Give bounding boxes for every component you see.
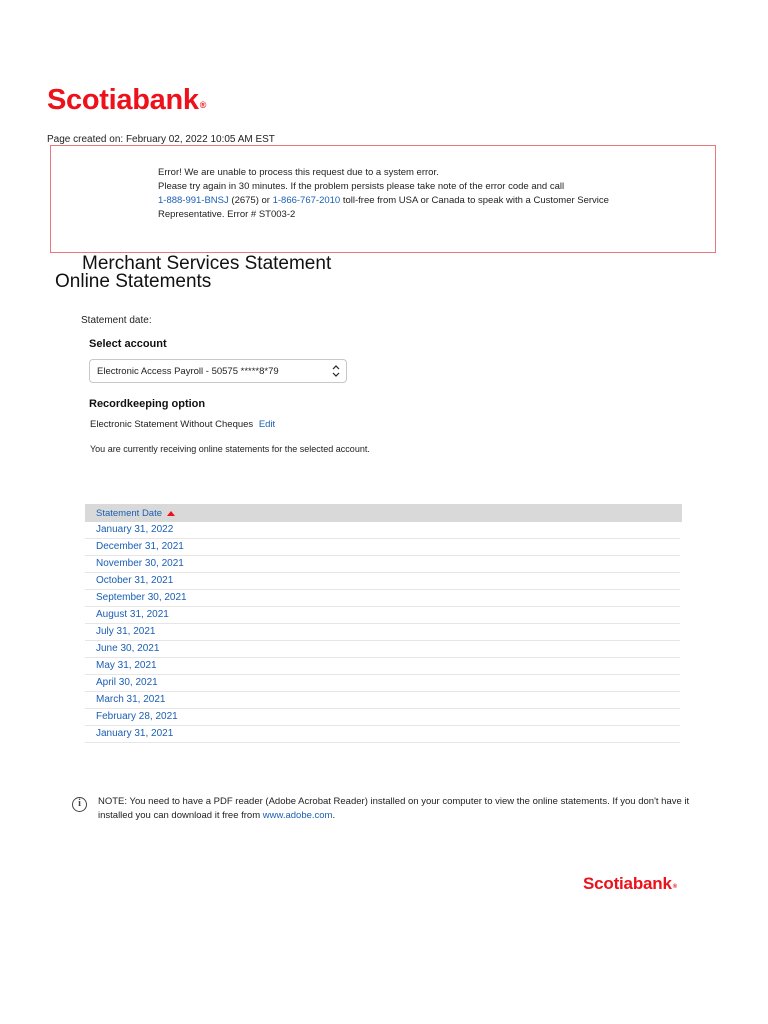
receiving-status-text: You are currently receiving online statements for the selected account.	[90, 444, 370, 454]
phone-link-1[interactable]: 1-888-991-BNSJ	[158, 195, 229, 206]
table-row	[85, 641, 680, 658]
statement-date-link[interactable]: August 31, 2021	[96, 609, 169, 620]
table-row	[85, 709, 680, 726]
scotiabank-footer-logo: Scotiabank®	[583, 874, 677, 893]
statement-date-header[interactable]: Statement Date	[85, 504, 682, 522]
recordkeeping-value: Electronic Statement Without Cheques Edit	[90, 419, 276, 430]
statement-date-link[interactable]: September 30, 2021	[96, 592, 187, 603]
statement-date-link[interactable]: January 31, 2022	[96, 524, 174, 535]
table-row	[85, 658, 680, 675]
select-account-label: Select account	[89, 338, 167, 350]
info-icon: i	[72, 797, 87, 812]
table-row	[85, 573, 680, 590]
error-line-1: Error! We are unable to process this request due to a system error.	[158, 167, 439, 178]
table-row	[85, 675, 680, 692]
error-line-3: 1-888-991-BNSJ (2675) or 1-866-767-2010 toll-free from USA or Canada to speak with a Customer Service	[158, 195, 609, 206]
table-row	[85, 539, 680, 556]
table-row	[85, 590, 680, 607]
sort-arrow-icon	[167, 511, 175, 516]
table-row	[85, 726, 680, 743]
statement-date-link[interactable]: December 31, 2021	[96, 541, 184, 552]
statement-date-link[interactable]: November 30, 2021	[96, 558, 184, 569]
scotiabank-logo: Scotiabank®	[47, 84, 207, 116]
table-row	[85, 522, 680, 539]
statement-date-link[interactable]: January 31, 2021	[96, 728, 174, 739]
adobe-link[interactable]: www.adobe.com	[262, 810, 333, 821]
statement-date-link[interactable]: June 30, 2021	[96, 643, 160, 654]
statement-date-label: Statement date:	[81, 315, 152, 326]
footer-logo-registered-mark: ®	[672, 884, 677, 890]
error-text	[158, 166, 678, 222]
page-title: Merchant Services Statement	[82, 253, 332, 274]
table-row	[85, 556, 680, 573]
table-row	[85, 692, 680, 709]
statement-date-link[interactable]: May 31, 2021	[96, 660, 157, 671]
page-subtitle: Online Statements	[55, 271, 212, 292]
up-down-chevron-icon	[332, 364, 340, 378]
statement-date-link[interactable]: February 28, 2021	[96, 711, 178, 722]
logo-registered-mark: ®	[199, 100, 207, 110]
statement-rows	[85, 522, 682, 743]
error-line-4: Representative. Error # ST003-2	[158, 209, 296, 220]
error-line-2: Please try again in 30 minutes. If the problem persists please take note of the error code and call	[158, 181, 565, 192]
statement-date-link[interactable]: July 31, 2021	[96, 626, 156, 637]
error-message-box	[50, 145, 716, 253]
table-row	[85, 607, 680, 624]
statement-date-link[interactable]: March 31, 2021	[96, 694, 166, 705]
table-row	[85, 624, 680, 641]
recordkeeping-label: Recordkeeping option	[89, 398, 206, 410]
page-created-timestamp: Page created on: February 02, 2022 10:05 AM EST	[47, 134, 275, 145]
statements-table	[85, 504, 682, 743]
account-select-value: Electronic Access Payroll - 50575 *****8*79	[97, 366, 279, 377]
statement-date-link[interactable]: April 30, 2021	[96, 677, 158, 688]
account-select[interactable]	[89, 359, 347, 383]
edit-link[interactable]: Edit	[258, 419, 276, 430]
pdf-reader-note: NOTE: You need to have a PDF reader (Adobe Acrobat Reader) installed on your computer to view the online statements. If you don't have it installed you can download it free from www.adobe.com.	[98, 796, 690, 821]
statement-date-link[interactable]: October 31, 2021	[96, 575, 174, 586]
phone-link-2[interactable]: 1-866-767-2010	[272, 195, 341, 206]
